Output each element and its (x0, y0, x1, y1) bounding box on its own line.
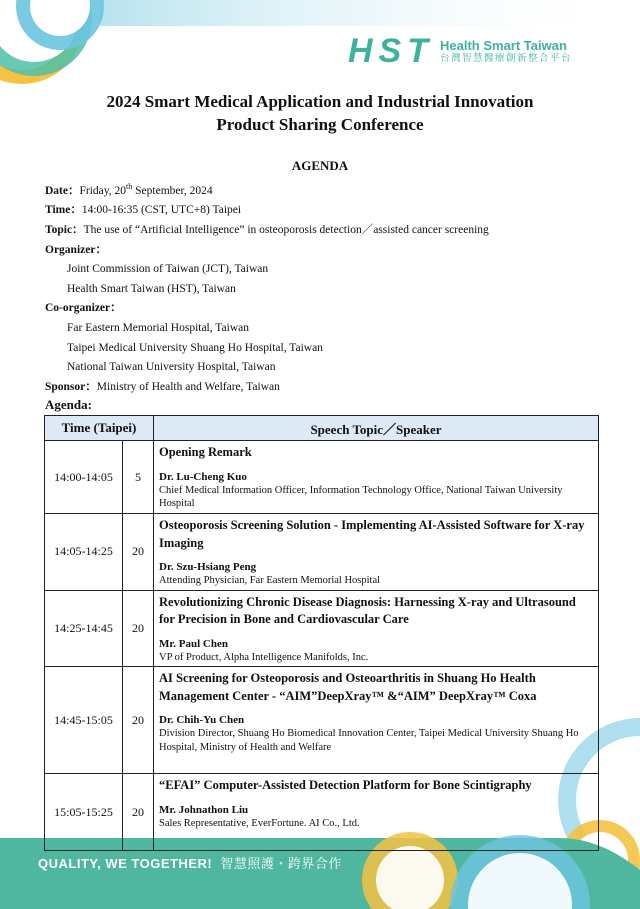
date-value-pre: Friday, 20 (79, 184, 127, 197)
sponsor-row (45, 378, 615, 398)
sponsor-label: Sponsor： (45, 380, 97, 393)
row-time: 14:45-15:05 (45, 667, 123, 774)
row-speech (154, 441, 599, 514)
row-minutes: 20 (123, 774, 154, 851)
sponsor-value: Ministry of Health and Welfare, Taiwan (96, 380, 280, 393)
row-speech (154, 667, 599, 774)
row-speech (154, 514, 599, 591)
time-label: Time： (45, 204, 82, 217)
header-speech: Speech Topic／Speaker (154, 416, 599, 441)
topic-row (45, 221, 615, 241)
row-topic: Revolutionizing Chronic Disease Diagnosis: Harnessing X-ray and Ultrasound for Precision in Bone and Cardiovascular Care (159, 594, 576, 626)
footer-slogan-zh: 智慧照護・跨界合作 (220, 856, 342, 871)
table-row (45, 667, 599, 774)
title-line-2: Product Sharing Conference (216, 115, 424, 134)
row-topic: “EFAI” Computer-Assisted Detection Platform for Bone Scintigraphy (159, 778, 532, 792)
agenda-label: Agenda: (45, 397, 92, 412)
footer-slogan (38, 853, 342, 872)
coorganizer-row (45, 299, 615, 319)
footer-slogan-en: QUALITY, WE TOGETHER! (38, 856, 213, 871)
document-title (0, 90, 640, 136)
row-time: 14:25-14:45 (45, 590, 123, 667)
row-speaker: Dr. Lu-Cheng Kuo (159, 470, 247, 483)
organizer-item: Health Smart Taiwan (HST), Taiwan (67, 282, 236, 295)
top-band-shape (100, 0, 640, 26)
agenda-heading: AGENDA (291, 158, 349, 173)
row-speech (154, 590, 599, 667)
coorganizer-item: Taipei Medical University Shuang Ho Hospital, Taiwan (67, 341, 323, 354)
date-value-sup: th (126, 182, 133, 191)
date-row (45, 177, 615, 201)
row-topic: Opening Remark (159, 445, 252, 459)
row-affiliation: Attending Physician, Far Eastern Memorial Hospital (159, 575, 381, 586)
agenda-table (44, 415, 599, 851)
organizer-row (45, 241, 615, 261)
logo-mark: HST (348, 32, 434, 70)
row-speaker: Dr. Szu-Hsiang Peng (159, 561, 257, 573)
row-time: 14:00-14:05 (45, 441, 123, 514)
topic-label: Topic： (45, 224, 84, 237)
table-row (45, 774, 599, 851)
table-row (45, 514, 599, 591)
row-speaker: Dr. Chih-Yu Chen (159, 714, 245, 726)
logo-text (440, 38, 572, 65)
row-topic: AI Screening for Osteoporosis and Osteoarthritis in Shuang Ho Health Management Center - “AIM”DeepXray™ &“AIM” DeepXray™ Coxa (159, 671, 537, 703)
logo-name-en: Health Smart Taiwan (440, 37, 567, 53)
row-affiliation: Sales Representative, EverFortune. AI Co., Ltd. (159, 817, 360, 829)
date-value-post: September, 2024 (132, 184, 213, 197)
organizer-label: Organizer： (45, 243, 107, 256)
row-affiliation: Chief Medical Information Officer, Information Technology Office, National Taiwan University Hospital (159, 484, 563, 509)
row-speech (154, 774, 599, 851)
row-minutes: 5 (123, 441, 154, 514)
row-time: 15:05-15:25 (45, 774, 123, 851)
table-row (45, 441, 599, 514)
row-speaker: Mr. Paul Chen (159, 637, 228, 650)
time-value: 14:00-16:35 (CST, UTC+8) Taipei (81, 204, 242, 217)
logo-name-zh: 台灣智慧醫療創新整合平台 (440, 52, 573, 64)
title-line-1: 2024 Smart Medical Application and Industrial Innovation (106, 92, 534, 111)
row-time: 14:05-14:25 (45, 514, 123, 591)
coorganizer-item: Far Eastern Memorial Hospital, Taiwan (67, 321, 249, 334)
hst-logo (348, 34, 572, 68)
row-speaker: Mr. Johnathon Liu (159, 803, 249, 816)
row-minutes: 20 (123, 590, 154, 667)
coorganizer-item: National Taiwan University Hospital, Taiwan (67, 361, 276, 374)
date-label: Date： (45, 184, 80, 197)
topic-value: The use of “Artificial Intelligence” in osteoporosis detection／assisted cancer screening (83, 224, 489, 237)
time-row (45, 201, 615, 221)
coorganizer-label: Co-organizer： (45, 302, 122, 315)
row-affiliation: Division Director, Shuang Ho Biomedical Innovation Center, Taipei Medical University Shuang Ho Hospital, Ministry of Health and Welfare (159, 728, 579, 753)
event-info (45, 177, 615, 397)
row-minutes: 20 (123, 667, 154, 774)
organizer-item: Joint Commission of Taiwan (JCT), Taiwan (67, 263, 269, 276)
table-row (45, 590, 599, 667)
table-header-row (45, 416, 599, 441)
header-time: Time (Taipei) (45, 416, 154, 441)
row-topic: Osteoporosis Screening Solution - Implementing AI-Assisted Software for X-ray Imaging (159, 518, 585, 550)
row-affiliation: VP of Product, Alpha Intelligence Manifolds, Inc. (159, 651, 369, 663)
row-minutes: 20 (123, 514, 154, 591)
